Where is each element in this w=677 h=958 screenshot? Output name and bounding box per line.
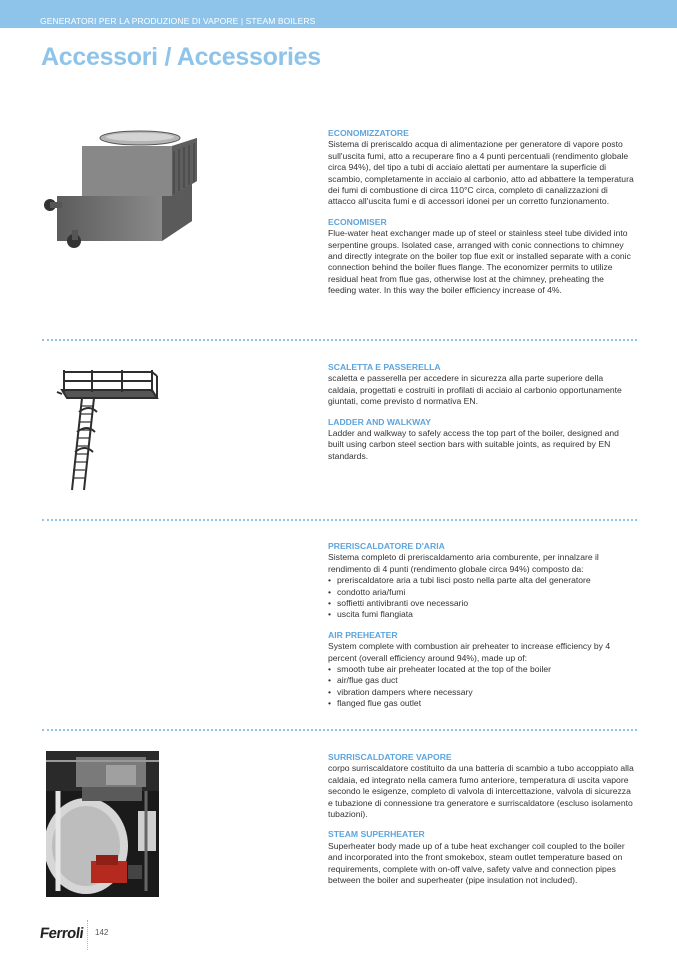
- list-item: • preriscaldatore aria a tubi lisci posto nella parte alta del generatore: [328, 575, 634, 586]
- list-item: • smooth tube air preheater located at the top of the boiler: [328, 664, 634, 675]
- list-item: • soffietti antivibranti ove necessario: [328, 598, 634, 609]
- ladder-text-it: scaletta e passerella per accedere in sicurezza alla parte superiore della caldaia, progettati e costruiti in profilati di acciaio al carbonio opportunamente giuntati, come previsto d normativa EN.: [328, 373, 622, 407]
- air-preheater-list-it: [328, 575, 634, 621]
- economiser-text-it: Sistema di preriscaldo acqua di alimentazione per generatore di vapore posto sull'uscita fumi, atto a recuperare fino a 4 punti percentuali (rendimento globale circa 94%), del tipo a tubi di acciaio alettati per aumentare la superficie di scambio, completamente in acciaio al carbonio, atto ad abbattere la temperatura dei fumi di combustione di circa 110°C circa, completo di canalizzazioni di attacco all'uscita fumi e di accessori idonei per un corretto funzionamento.: [328, 139, 634, 207]
- superheater-text-it: corpo surriscaldatore costituito da una batteria di scambio a tubo accoppiato alla caldaia, ed integrato nella camera fumo anteriore, temperatura di uscita vapore secondo le esigenze, completo di valvola di intercettazione, valvola di sicurezza e tubazione di connessione tra generatore e surriscaldatore (escluso isolamento tubazioni).: [328, 763, 634, 820]
- ladder-image: [52, 362, 164, 492]
- topbar-text: GENERATORI PER LA PRODUZIONE DI VAPORE | STEAM BOILERS: [40, 16, 316, 26]
- economiser-text-en: Flue-water heat exchanger made up of steel or stainless steel tube divided into serpentine groups. Isolated case, arranged with conic connections to chimney and directly integrate on the boiler top flue exit or installed separate with a conic connection behind the boiler flues flange. The economizer permits to utilize residual heat from flue gas, otherwise lost at the chimney, preheating the feeding water. In this way the boiler efficiency increase of 4%.: [328, 228, 631, 296]
- air-preheater-heading-it: PRERISCALDATORE D'ARIA: [328, 541, 445, 551]
- list-item: • condotto aria/fumi: [328, 587, 634, 598]
- section-divider: [42, 729, 637, 731]
- economiser-image: [42, 126, 202, 251]
- superheater-image: [46, 751, 159, 897]
- ladder-text: [328, 362, 634, 471]
- section-divider: [42, 519, 637, 521]
- superheater-text-en: Superheater body made up of a tube heat exchanger coil coupled to the boiler and incorporated into the front smokebox, steam outlet temperature based on requirements, complete with on-off valve, safety valve and connection pipes between the boiler and superheater (pipe insulation not included).: [328, 840, 625, 886]
- superheater-heading-it: SURRISCALDATORE VAPORE: [328, 752, 452, 762]
- page-title: Accessori / Accessories: [41, 43, 321, 71]
- economiser-text: [328, 128, 634, 306]
- air-preheater-text-en: System complete with combustion air preheater to increase efficiency by 4 percent (overall efficiency around 94%), made up of:: [328, 641, 611, 663]
- economiser-heading-en: ECONOMISER: [328, 216, 387, 227]
- superheater-text: [328, 752, 634, 895]
- list-item: • uscita fumi flangiata: [328, 609, 634, 620]
- footer-separator: [87, 920, 88, 950]
- superheater-heading-en: STEAM SUPERHEATER: [328, 829, 425, 840]
- air-preheater-heading-en: AIR PREHEATER: [328, 629, 398, 640]
- economiser-heading-it: ECONOMIZZATORE: [328, 128, 409, 138]
- ladder-heading-en: LADDER AND WALKWAY: [328, 416, 431, 427]
- list-item: • vibration dampers where necessary: [328, 687, 634, 698]
- air-preheater-text: [328, 541, 634, 719]
- page-number: 142: [95, 928, 109, 937]
- air-preheater-list-en: [328, 664, 634, 710]
- ladder-heading-it: SCALETTA E PASSERELLA: [328, 362, 441, 372]
- brand-logo: Ferroli: [38, 925, 85, 942]
- list-item: • air/flue gas duct: [328, 675, 634, 686]
- ladder-text-en: Ladder and walkway to safely access the top part of the boiler, designed and built using carbon steel section bars with suitable joints, as required by EN standards.: [328, 428, 619, 461]
- air-preheater-text-it: Sistema completo di preriscaldamento aria comburente, per innalzare il rendimento di 4 punti (rendimento globale circa 94%) composto da:: [328, 552, 599, 574]
- section-divider: [42, 339, 637, 341]
- top-banner: [0, 0, 677, 28]
- list-item: • flanged flue gas outlet: [328, 698, 634, 709]
